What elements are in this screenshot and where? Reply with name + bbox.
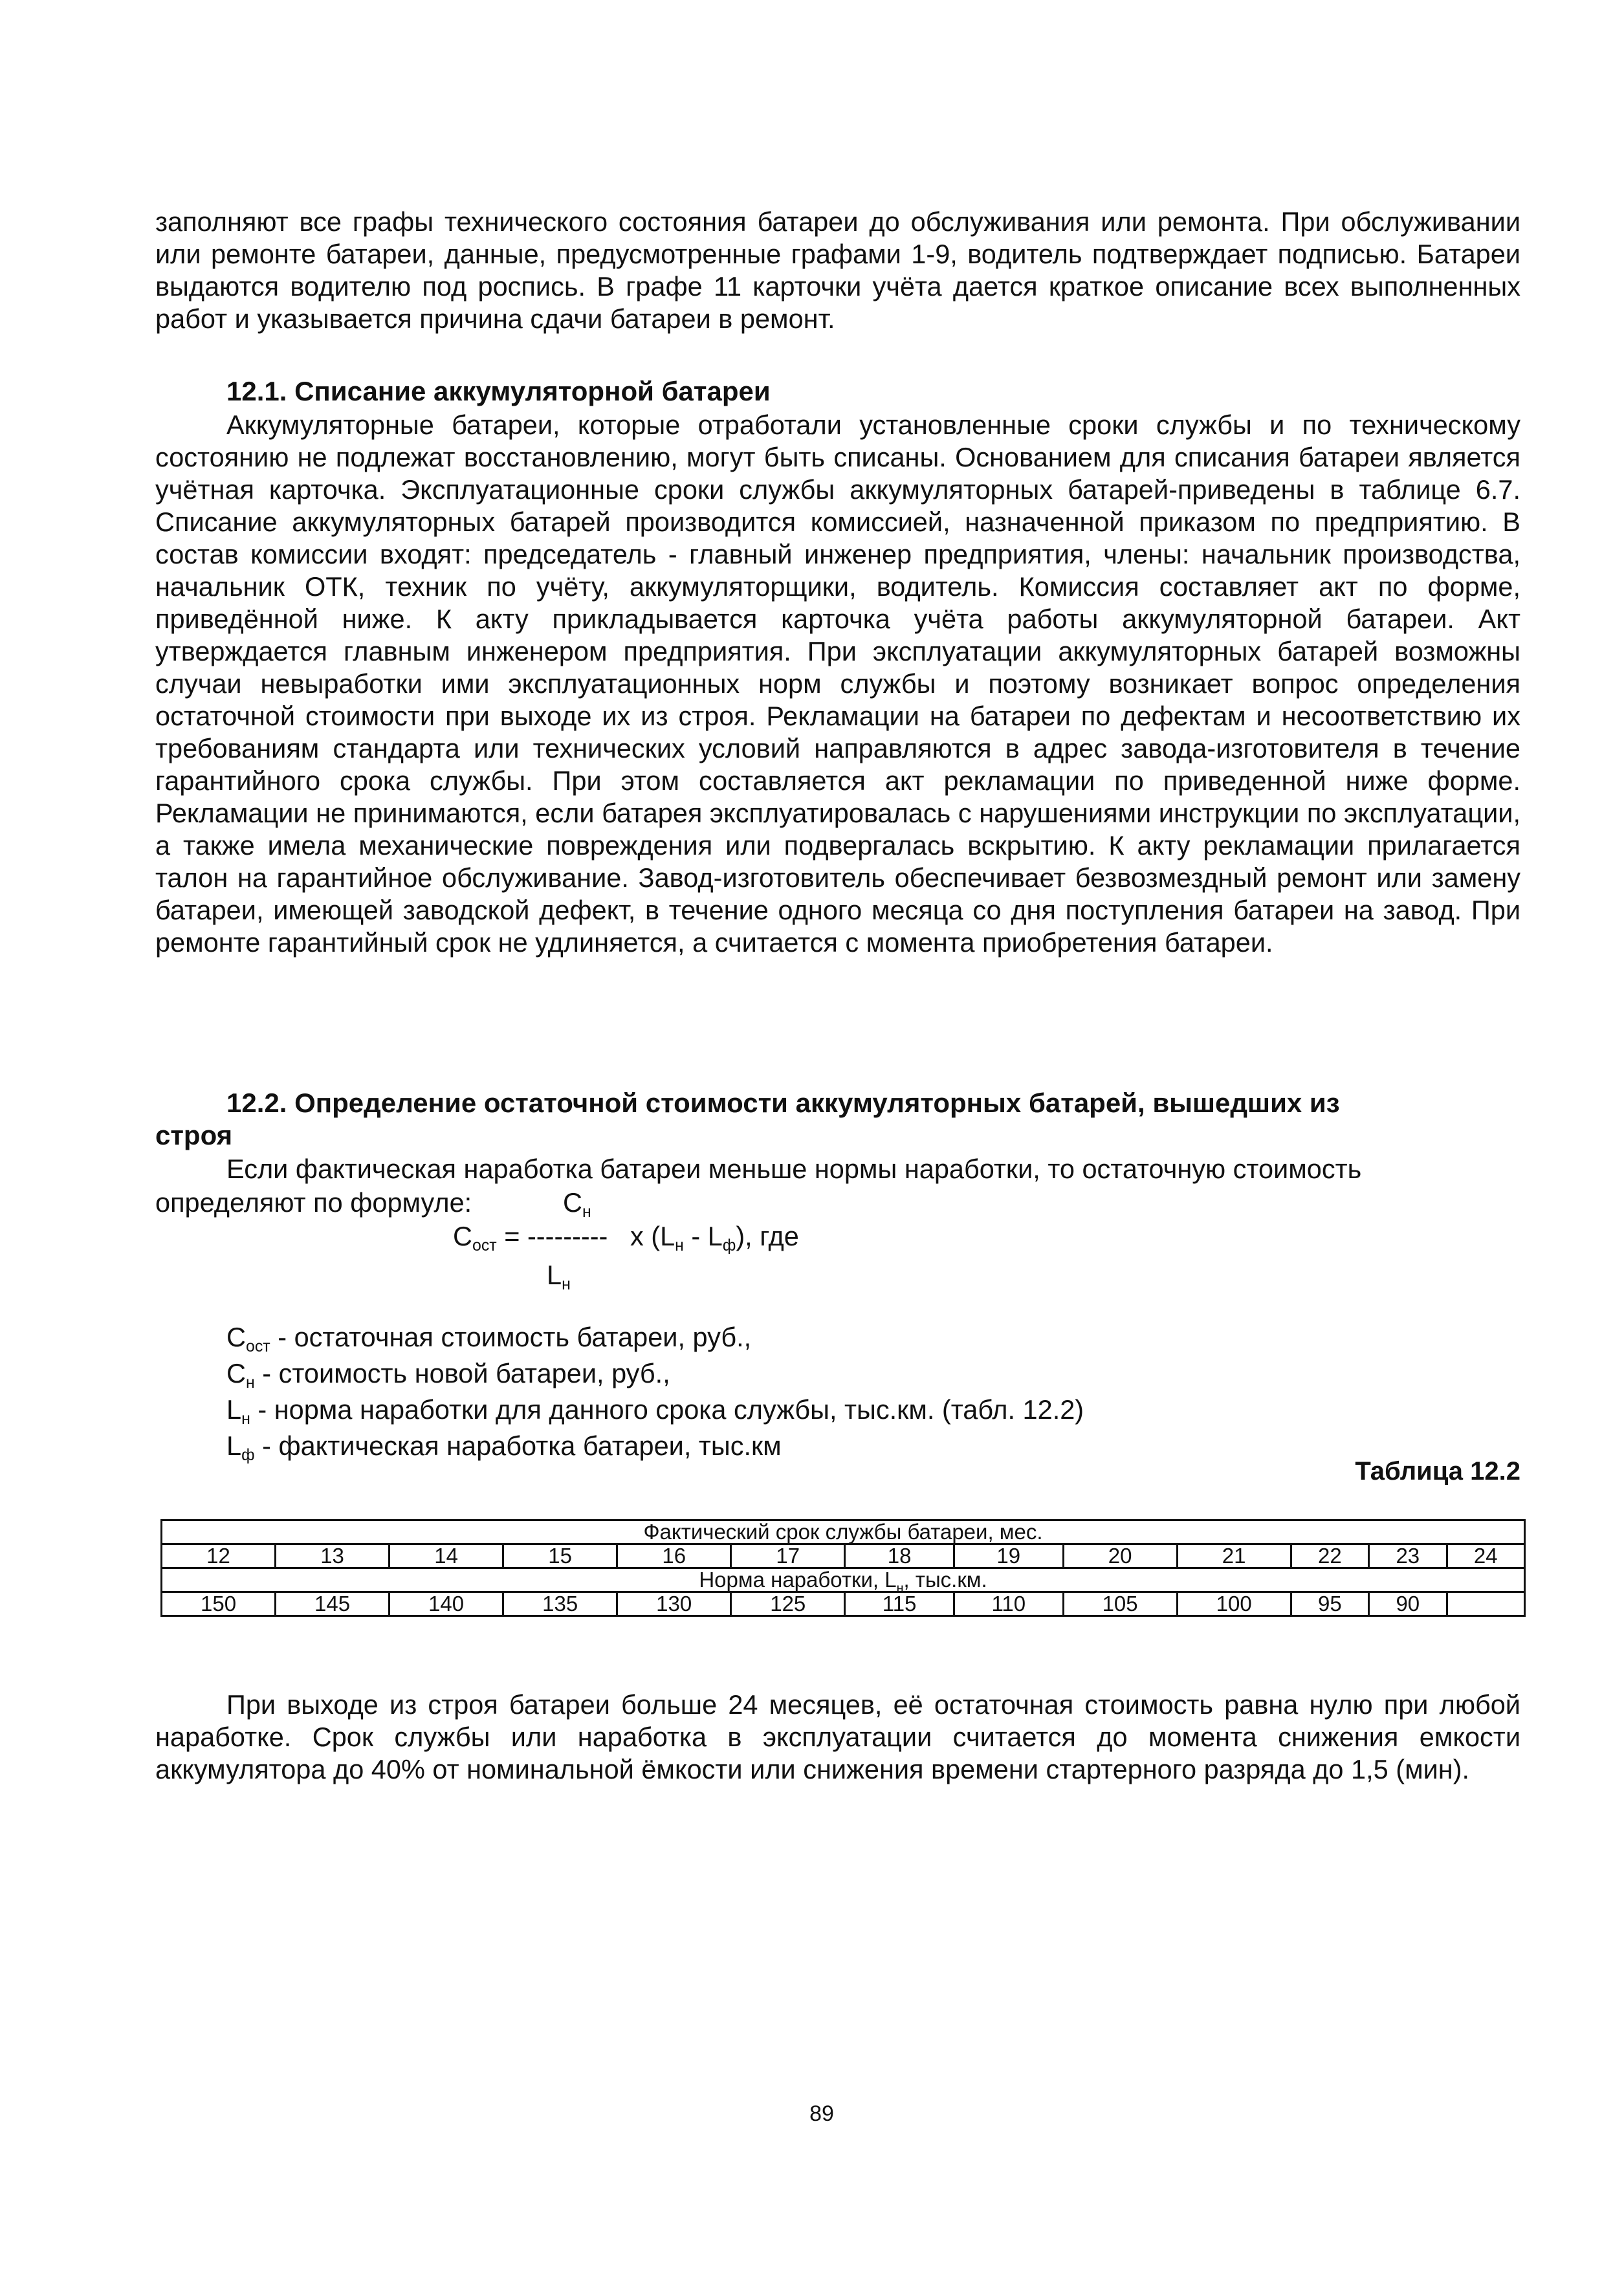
section-12-1-paragraph [155, 409, 1520, 959]
table-cell: 18 [845, 1544, 954, 1568]
table-cell: 145 [276, 1592, 390, 1616]
section-12-1-text: Аккумуляторные батареи, которые отработали установленные сроки службы и по техническому состоянию не подлежат восстановлению, могут быть списаны. Основанием для списания батареи является учётная карточка. Эксплуатационные сроки службы аккумуляторных батарей-приведены в таблице 6.7. Списание аккумуляторных батарей производится комиссией, назначенной приказом по предприятию. В состав комиссии входят: председатель - главный инженер предприятия, члены: начальник производства, начальник ОТК, техник по учёту, аккумуляторщики, водитель. Комиссия составляет акт по форме, приведённой ниже. К акту прикладывается карточка учёта работы аккумуляторной батареи. Акт утверждается главным инженером предприятия. При эксплуатации аккумуляторных батарей возможны случаи невыработки ими эксплуатационных норм службы и поэтому возникает вопрос определения остаточной стоимости при выходе их из строя. Рекламации на батареи по дефектам и несоответствию их требованиям стандарта или технических условий направляются в адрес завода-изготовителя в течение гарантийного срока службы. При этом составляется акт рекламации по приведенной ниже форме. Рекламации не принимаются, если батарея эксплуатировалась с нарушениями инструкции по эксплуатации, а также имела механические повреждения или подвергалась вскрытию. К акту рекламации прилагается талон на гарантийное обслуживание. Завод-изготовитель обеспечивает безвозмездный ремонт или замену батареи, имеющей заводской дефект, в течение одного месяца со дня поступления батареи на завод. При ремонте гарантийный срок не удлиняется, а считается с момента приобретения батареи. [155, 410, 1520, 958]
section-12-1-title: 12.1. Списание аккумуляторной батареи [226, 376, 771, 406]
table-cell: 20 [1063, 1544, 1177, 1568]
table-cell: 135 [503, 1592, 617, 1616]
section-12-2-text-line1: Если фактическая наработка батареи меньше нормы наработки, то остаточную стоимость [226, 1154, 1362, 1184]
formula-denominator: $L_н$ [547, 1260, 571, 1293]
table-cell: 115 [845, 1592, 954, 1616]
table-cell: 14 [390, 1544, 503, 1568]
table-cell: 150 [162, 1592, 276, 1616]
table-cell: 13 [276, 1544, 390, 1568]
closing-paragraph [155, 1689, 1520, 1786]
table-cell: 105 [1063, 1592, 1177, 1616]
table-cell: 90 [1369, 1592, 1447, 1616]
table-header-months: Фактический срок службы батареи, мес. [162, 1520, 1525, 1544]
table-cell: 100 [1177, 1592, 1291, 1616]
definition-l-n: $L_н$ - норма наработки для данного срока службы, тыс.км. (табл. 12.2) [226, 1394, 1084, 1428]
table-cell: 22 [1291, 1544, 1368, 1568]
formula-main-line: $C_{ост}$ = --------- x $(L_н - L_ф)$, где [453, 1221, 799, 1255]
table-header-row [162, 1520, 1525, 1544]
table-row-norms [162, 1592, 1525, 1616]
table-cell: 21 [1177, 1544, 1291, 1568]
table-cell: 16 [617, 1544, 731, 1568]
definition-c-n: $C_н$ - стоимость новой батареи, руб., [226, 1358, 670, 1392]
table-cell: 19 [954, 1544, 1063, 1568]
service-life-table [160, 1519, 1526, 1617]
table-cell [1447, 1592, 1524, 1616]
table-cell: 125 [731, 1592, 845, 1616]
table-cell: 140 [390, 1592, 503, 1616]
table-row-months [162, 1544, 1525, 1568]
section-12-2-title-line2: строя [155, 1120, 233, 1150]
table-cell: 24 [1447, 1544, 1524, 1568]
closing-text: При выходе из строя батареи больше 24 месяцев, её остаточная стоимость равна нулю при любой наработке. Срок службы или наработка в эксплуатации считается до момента снижения емкости аккумулятора до 40% от номинальной ёмкости или снижения времени стартерного разряда до 1,5 (мин). [155, 1689, 1520, 1784]
table-cell: 110 [954, 1592, 1063, 1616]
table-cell: 12 [162, 1544, 276, 1568]
table-cell: 95 [1291, 1592, 1368, 1616]
intro-paragraph: заполняют все графы технического состояния батареи до обслуживания или ремонта. При обслуживании или ремонте батареи, данные, предусмотренные графами 1-9, водитель подтверждает подписью. Батареи выдаются водителю под роспись. В графе 11 карточки учёта дается краткое описание всех выполненных работ и указывается причина сдачи батареи в ремонт. [155, 206, 1520, 334]
formula-numerator: $C_н$ [563, 1187, 591, 1221]
table-cell: 17 [731, 1544, 845, 1568]
table-caption: Таблица 12.2 [1355, 1457, 1520, 1485]
section-12-2-title-line1: 12.2. Определение остаточной стоимости аккумуляторных батарей, вышедших из [226, 1088, 1340, 1118]
table-cell: 130 [617, 1592, 731, 1616]
section-12-2-text-line2: определяют по формуле: [155, 1187, 472, 1218]
table-cell: 23 [1369, 1544, 1447, 1568]
table-header-norms: Норма наработки, $L_н$, тыс.км. [162, 1568, 1525, 1592]
definition-l-f: $L_ф$ - фактическая наработка батареи, тыс.км [226, 1430, 782, 1464]
table-cell: 15 [503, 1544, 617, 1568]
definition-c-ost: $C_{ост}$ - остаточная стоимость батареи, руб., [226, 1322, 752, 1355]
table-header-row [162, 1568, 1525, 1592]
page-number: 89 [809, 2101, 834, 2126]
